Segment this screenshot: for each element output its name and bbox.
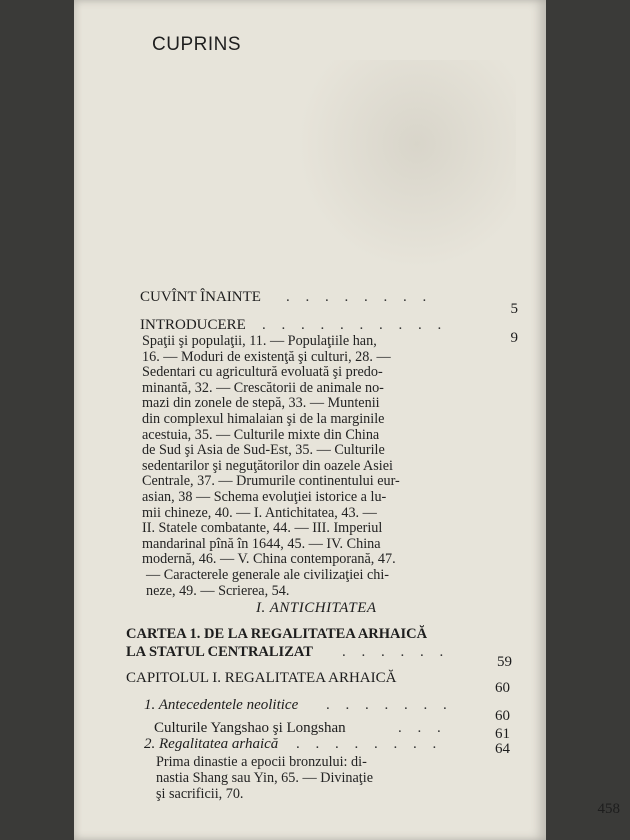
toc-section2-line: nastia Shang sau Yin, 65. — Divinaţie — [156, 770, 373, 786]
toc-section1-sub-label: Culturile Yangshao şi Longshan — [154, 720, 346, 736]
toc-section2-label: 2. Regalitatea arhaică — [144, 736, 279, 752]
leader-dots: . . . — [398, 720, 447, 736]
toc-section1-label: 1. Antecedentele neolitice — [144, 697, 299, 713]
toc-intro-body — [142, 334, 504, 599]
leader-dots: . . . . . . . . — [296, 736, 443, 752]
page-number: 458 — [597, 801, 620, 817]
toc-intro-line: — Caracterele generale ale civilizaţiei chi- — [146, 566, 390, 583]
toc-intro-line: de Sud şi Asia de Sud-Est, 35. — Culturile — [142, 442, 385, 459]
leader-dots: . . . . . . . . . . — [262, 317, 448, 333]
toc-intro-line: mandarinal pînă în 1644, 45. — IV. China — [142, 535, 381, 552]
toc-intro-line: acestuia, 35. — Culturile mixte din China — [142, 426, 380, 443]
toc-chapter-page: 60 — [495, 680, 510, 696]
show-through-shadow — [296, 60, 516, 270]
page-title: CUPRINS — [152, 34, 242, 55]
toc-intro-label: INTRODUCERE — [140, 317, 246, 333]
toc-intro-line: asian, 38 — Schema evoluţiei istorice a lu- — [142, 488, 387, 505]
toc-book-line1: CARTEA 1. DE LA REGALITATEA ARHAICĂ — [126, 626, 428, 642]
leader-dots: . . . . . . . . — [286, 289, 433, 305]
toc-book-page: 59 — [497, 654, 512, 670]
toc-foreword-label: CUVÎNT ÎNAINTE — [140, 289, 261, 305]
toc-intro-line: 16. — Moduri de existenţă şi culturi, 28. — — [142, 348, 391, 365]
toc-intro-line: din complexul himalaian şi de la marginile — [142, 410, 385, 427]
toc-intro-line: Spaţii şi populaţii, 11. — Populaţiile han, — [142, 333, 377, 349]
leader-dots: . . . . . . — [342, 644, 450, 660]
toc-section1-page: 60 — [495, 708, 510, 724]
toc-intro-line: Sedentari cu agricultură evoluată şi predo- — [142, 364, 383, 381]
toc-intro-line: sedentarilor şi neguţătorilor din oazele Asiei — [142, 457, 393, 474]
toc-intro-line: mii chineze, 40. — I. Antichitatea, 43. — — [142, 504, 377, 521]
toc-intro-line: neze, 49. — Scrierea, 54. — [146, 582, 290, 599]
toc-book-line2: LA STATUL CENTRALIZAT — [126, 644, 313, 660]
toc-intro-line: Centrale, 37. — Drumurile continentului eur- — [142, 473, 400, 490]
toc-intro-line: minantă, 32. — Crescătorii de animale no- — [142, 379, 384, 396]
toc-foreword-page: 5 — [510, 301, 518, 317]
toc-section1-sub-page: 61 — [495, 726, 510, 742]
toc-section2-line: Prima dinastie a epocii bronzului: di- — [156, 754, 367, 770]
toc-section2-body — [156, 754, 456, 802]
toc-intro-line: modernă, 46. — V. China contemporană, 47. — [142, 551, 396, 568]
leader-dots: . . . . . . . — [326, 697, 453, 713]
toc-section2-line: şi sacrificii, 70. — [156, 786, 244, 802]
toc-intro-line: mazi din zonele de stepă, 33. — Muntenii — [142, 395, 380, 412]
toc-chapter-label: CAPITOLUL I. REGALITATEA ARHAICĂ — [126, 670, 397, 686]
toc-section2-page: 64 — [495, 741, 510, 757]
toc-intro-line: II. Statele combatante, 44. — III. Imperiul — [142, 520, 383, 537]
toc-intro-page: 9 — [510, 330, 518, 346]
toc-part-heading: I. ANTICHITATEA — [256, 600, 377, 616]
